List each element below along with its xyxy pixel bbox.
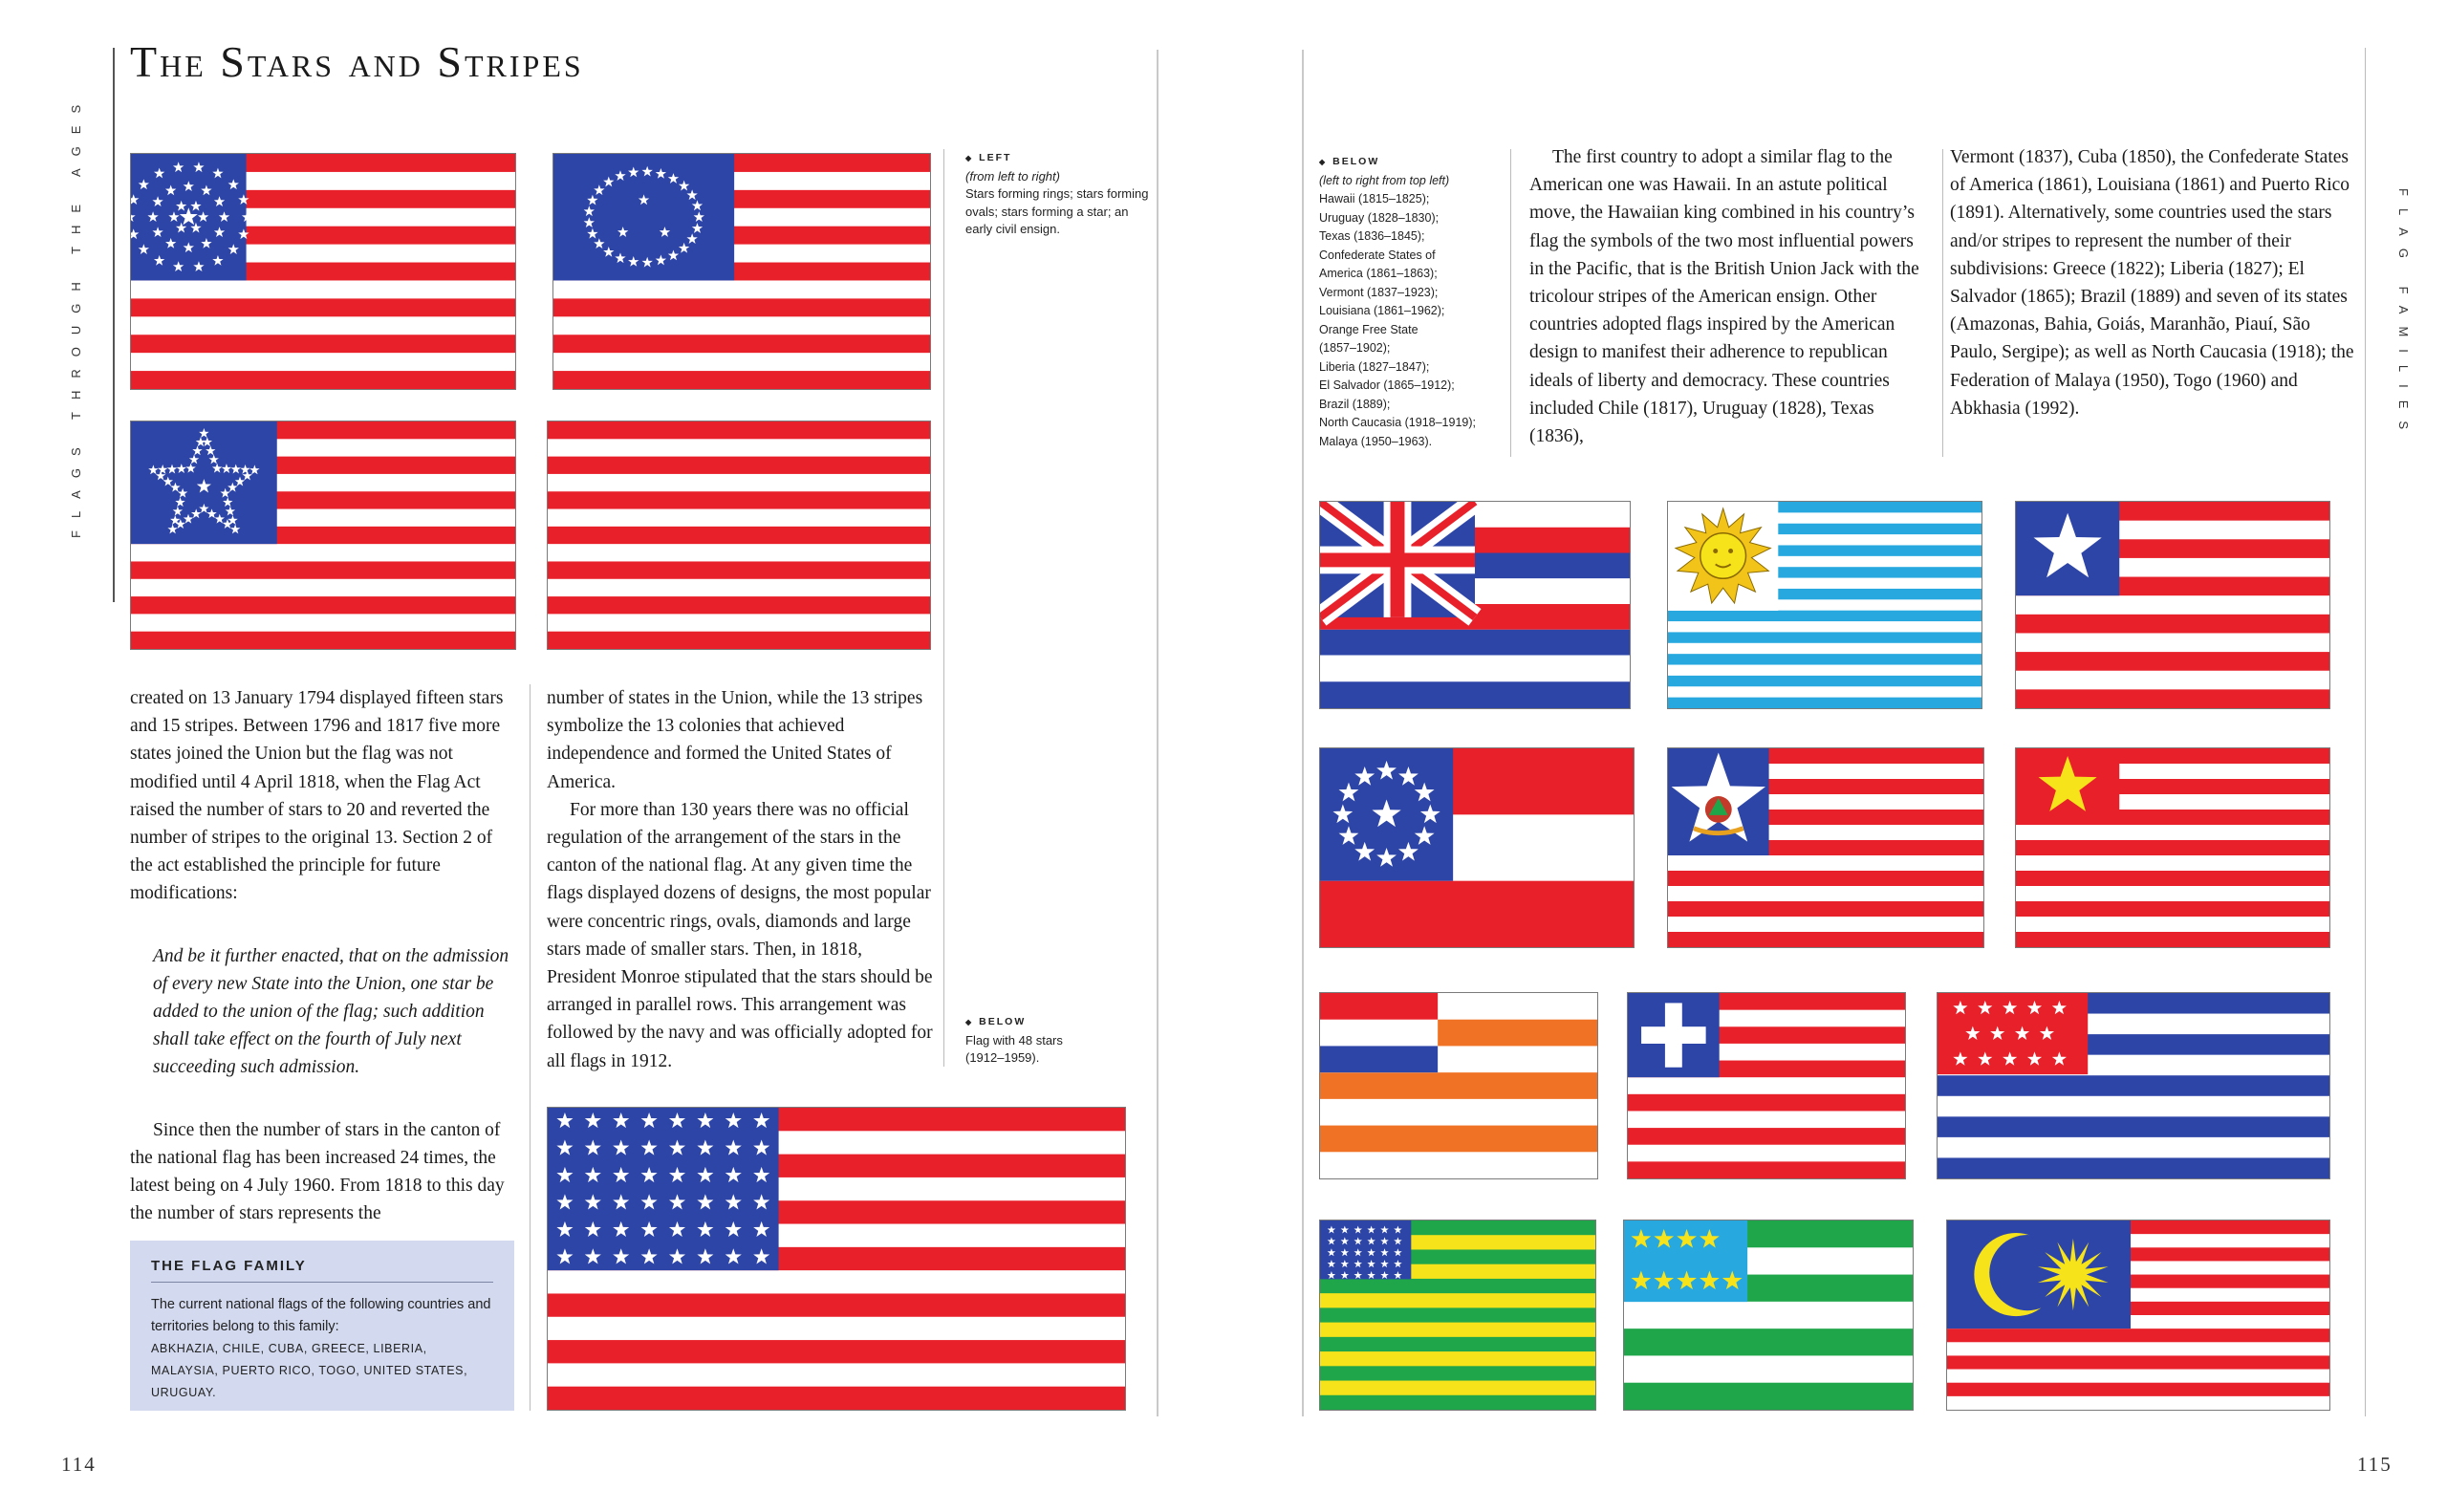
flag-act-quote: And be it further enacted, that on the admission of every new State into the Union, one star be added to the union of the flag; such addition shall take effect on the fourth of July next succeeding such admission. bbox=[153, 945, 509, 1078]
column-rule bbox=[530, 684, 531, 1411]
caption-line: (1857–1902); bbox=[1319, 341, 1391, 355]
flag-stars-star bbox=[130, 421, 516, 650]
caption-right-head: ◆ BELOW bbox=[1319, 153, 1486, 172]
box-text: The current national flags of the following countries and territories belong to this family: bbox=[151, 1297, 491, 1334]
flag-48-stars bbox=[547, 1107, 1126, 1411]
right-column-1 bbox=[1529, 143, 1931, 450]
page-number-left: 114 bbox=[61, 1453, 97, 1476]
caption-line: Brazil (1889); bbox=[1319, 397, 1391, 411]
caption-line: Hawaii (1815–1825); bbox=[1319, 192, 1430, 205]
flag-el-salvador-1865 bbox=[1937, 992, 2330, 1179]
flag-malaya-1950 bbox=[1946, 1220, 2330, 1411]
caption-left bbox=[965, 149, 1157, 239]
caption-left-sub: (from left to right) bbox=[965, 168, 1060, 184]
flag-louisiana-1861 bbox=[2015, 747, 2330, 948]
paragraph: The first country to adopt a similar flag to the American one was Hawaii. In an astute political move, the Hawaiian king combined in his country’s flag the symbols of the two most influential powers in the Pacific, that is the British Union Jack with the tricolour stripes of the American ensign. Other countries adopted flags inspired by the American design to manifest their adherence to republican ideals of liberty and democracy. These countries included Chile (1817), Uruguay (1828), Texas (1836), bbox=[1529, 147, 1919, 447]
flag-vermont bbox=[1667, 747, 1984, 948]
caption-line: America (1861–1863); bbox=[1319, 267, 1438, 280]
page-number-right: 115 bbox=[2357, 1453, 2393, 1476]
caption-left-text: Stars forming rings; stars forming ovals; stars forming a star; an early civil ensign. bbox=[965, 186, 1149, 236]
paragraph: Since then the number of stars in the canton of the national flag has been increased 24 times, the latest being on 4 July 1960. From 1818 to this day the number of stars represents the bbox=[130, 1119, 505, 1224]
flag-civil-ensign bbox=[547, 421, 931, 650]
gutter-rule-left bbox=[1157, 50, 1159, 1416]
paragraph: number of states in the Union, while the 13 stripes symbolize the 13 colonies that achieved independence and formed the United States of America. bbox=[547, 688, 923, 792]
paragraph: created on 13 January 1794 displayed fifteen stars and 15 stripes. Between 1796 and 1817 five more states joined the Union but the flag was not modified until 4 April 1818, when the Flag Act raised the number of stars to 20 and reverted the number of stripes to the original 13. Section 2 of the act established the principle for future modifications: bbox=[130, 688, 504, 904]
caption-line: Louisiana (1861–1962); bbox=[1319, 304, 1445, 317]
chapter-title: The Stars and Stripes bbox=[130, 37, 584, 86]
caption-rule bbox=[943, 149, 944, 1067]
caption-line: North Caucasia (1918–1919); bbox=[1319, 416, 1476, 429]
flag-liberia-1827 bbox=[1627, 992, 1906, 1179]
caption-line: Uruguay (1828–1830); bbox=[1319, 210, 1440, 225]
caption-line: Vermont (1837–1923); bbox=[1319, 285, 1439, 299]
box-title: THE FLAG FAMILY bbox=[151, 1258, 493, 1283]
flag-north-caucasia bbox=[1623, 1220, 1914, 1411]
paragraph: For more than 130 years there was no official regulation of the arrangement of the stars in the canton of the national flag. At any given time the flags displayed dozens of designs, the most popular were concentric rings, ovals, diamonds and large stars made of smaller stars. Then, in 1818, President Monroe stipulated that the stars should be arranged in parallel rows. This arrangement was followed by the navy and was officially adopted for all flags in 1912. bbox=[547, 799, 933, 1071]
column-rule bbox=[1942, 149, 1943, 457]
right-page bbox=[1224, 0, 2447, 1512]
caption-below-text: Flag with 48 stars (1912–1959). bbox=[965, 1032, 1063, 1065]
caption-rule bbox=[1510, 149, 1511, 457]
caption-line: Texas (1836–1845); bbox=[1319, 229, 1425, 243]
outer-rule bbox=[2365, 48, 2366, 1416]
flag-orange-free-state bbox=[1319, 992, 1598, 1179]
running-head-left: FLAGS THROUGH THE AGES bbox=[69, 92, 83, 539]
flag-uruguay-1828 bbox=[1667, 501, 1982, 709]
flag-texas-liberia-style bbox=[2015, 501, 2330, 709]
caption-below-left bbox=[965, 1013, 1099, 1068]
running-head-rule bbox=[113, 48, 115, 602]
right-column-2 bbox=[1950, 143, 2361, 422]
flag-stars-rings bbox=[130, 153, 516, 390]
caption-line: El Salvador (1865–1912); bbox=[1319, 378, 1455, 392]
flag-family-box bbox=[130, 1241, 514, 1411]
running-head-right: FLAG FAMILIES bbox=[2396, 188, 2411, 443]
caption-line: Confederate States of bbox=[1319, 248, 1436, 262]
paragraph: Vermont (1837), Cuba (1850), the Confederate States of America (1861), Louisiana (1861) and Puerto Rico (1891). Alternatively, some countries used the stars and/or stripes to represent the number of their subdivisions: Greece (1822); Liberia (1827); El Salvador (1865); Brazil (1889) and seven of its states (Amazonas, Bahia, Goiás, Maranhão, Piauí, São Paulo, Sergipe); as well as North Caucasia (1918); the Federation of Malaya (1950), Togo (1960) and Abkhasia (1992). bbox=[1950, 147, 2354, 419]
caption-line: Orange Free State bbox=[1319, 322, 1418, 336]
caption-line: Malaya (1950–1963). bbox=[1319, 434, 1433, 448]
caption-left-head: ◆ LEFT bbox=[965, 149, 1157, 168]
caption-right-sub: (left to right from top left) bbox=[1319, 173, 1450, 187]
flag-brazil-1889 bbox=[1319, 1220, 1596, 1411]
caption-line: Liberia (1827–1847); bbox=[1319, 359, 1430, 374]
caption-below-head: ◆ BELOW bbox=[965, 1013, 1099, 1032]
flag-stars-ovals bbox=[552, 153, 931, 390]
flag-confederate-stars-and-bars bbox=[1319, 747, 1635, 948]
left-column-1 bbox=[130, 684, 512, 1227]
left-column-2 bbox=[547, 684, 933, 1075]
caption-right bbox=[1319, 153, 1486, 451]
flag-hawaii bbox=[1319, 501, 1631, 709]
box-country-list: ABKHAZIA, CHILE, CUBA, GREECE, LIBERIA, MALAYSIA, PUERTO RICO, TOGO, UNITED STATES, URUGUAY. bbox=[151, 1342, 468, 1399]
